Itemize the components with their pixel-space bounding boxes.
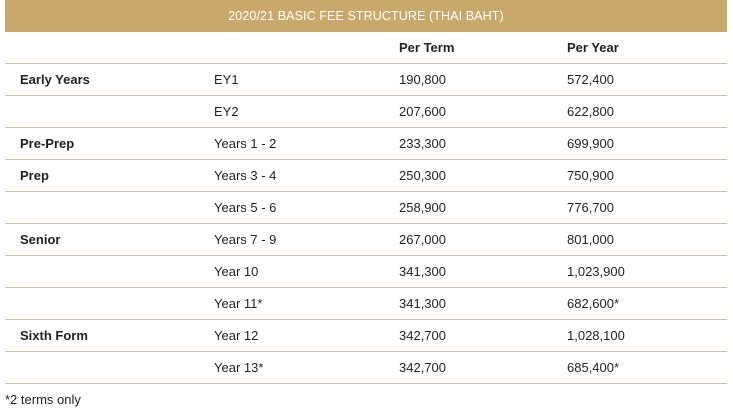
table-row [5,256,727,288]
row-per-year: 801,000 [567,232,614,247]
row-grade: Years 7 - 9 [214,232,277,247]
row-per-year: 699,900 [567,136,614,151]
row-grade: EY1 [214,72,239,87]
table-row [5,64,727,96]
row-category: Prep [20,168,49,183]
table-row [5,96,727,128]
row-category: Pre-Prep [20,136,75,151]
row-grade: Year 11* [214,296,263,311]
row-per-year: 750,900 [567,168,614,183]
row-per-term: 341,300 [399,296,446,311]
row-grade: Years 5 - 6 [214,200,277,215]
table-row [5,352,727,384]
row-grade: EY2 [214,104,239,119]
table-row [5,288,727,320]
table-row [5,192,727,224]
row-category: Senior [20,232,61,247]
column-header-per-term: Per Term [399,40,455,55]
row-per-year: 776,700 [567,200,614,215]
row-grade: Years 3 - 4 [214,168,277,183]
row-per-year: 682,600* [567,296,620,311]
row-per-term: 267,000 [399,232,446,247]
row-grade: Year 10 [214,264,259,279]
row-grade: Year 13* [214,360,264,375]
table-row [5,160,727,192]
footnote: *2 terms only [5,392,81,407]
row-per-term: 233,300 [399,136,446,151]
table-row [5,128,727,160]
row-per-year: 572,400 [567,72,614,87]
table-row [5,320,727,352]
row-grade: Year 12 [214,328,259,343]
row-per-term: 250,300 [399,168,446,183]
row-per-year: 685,400* [567,360,620,375]
table-title: 2020/21 BASIC FEE STRUCTURE (THAI BAHT) [5,0,727,32]
row-per-term: 341,300 [399,264,446,279]
fee-structure-table [5,0,727,384]
row-per-year: 1,028,100 [567,328,625,343]
table-row [5,224,727,256]
row-category: Early Years [20,72,90,87]
row-category: Sixth Form [20,328,88,343]
row-per-term: 207,600 [399,104,446,119]
column-header-row [5,32,727,64]
row-grade: Years 1 - 2 [214,136,277,151]
row-per-term: 258,900 [399,200,446,215]
row-per-year: 1,023,900 [567,264,625,279]
row-per-term: 342,700 [399,360,446,375]
row-per-year: 622,800 [567,104,614,119]
column-header-per-year: Per Year [567,40,619,55]
row-per-term: 342,700 [399,328,446,343]
row-per-term: 190,800 [399,72,446,87]
